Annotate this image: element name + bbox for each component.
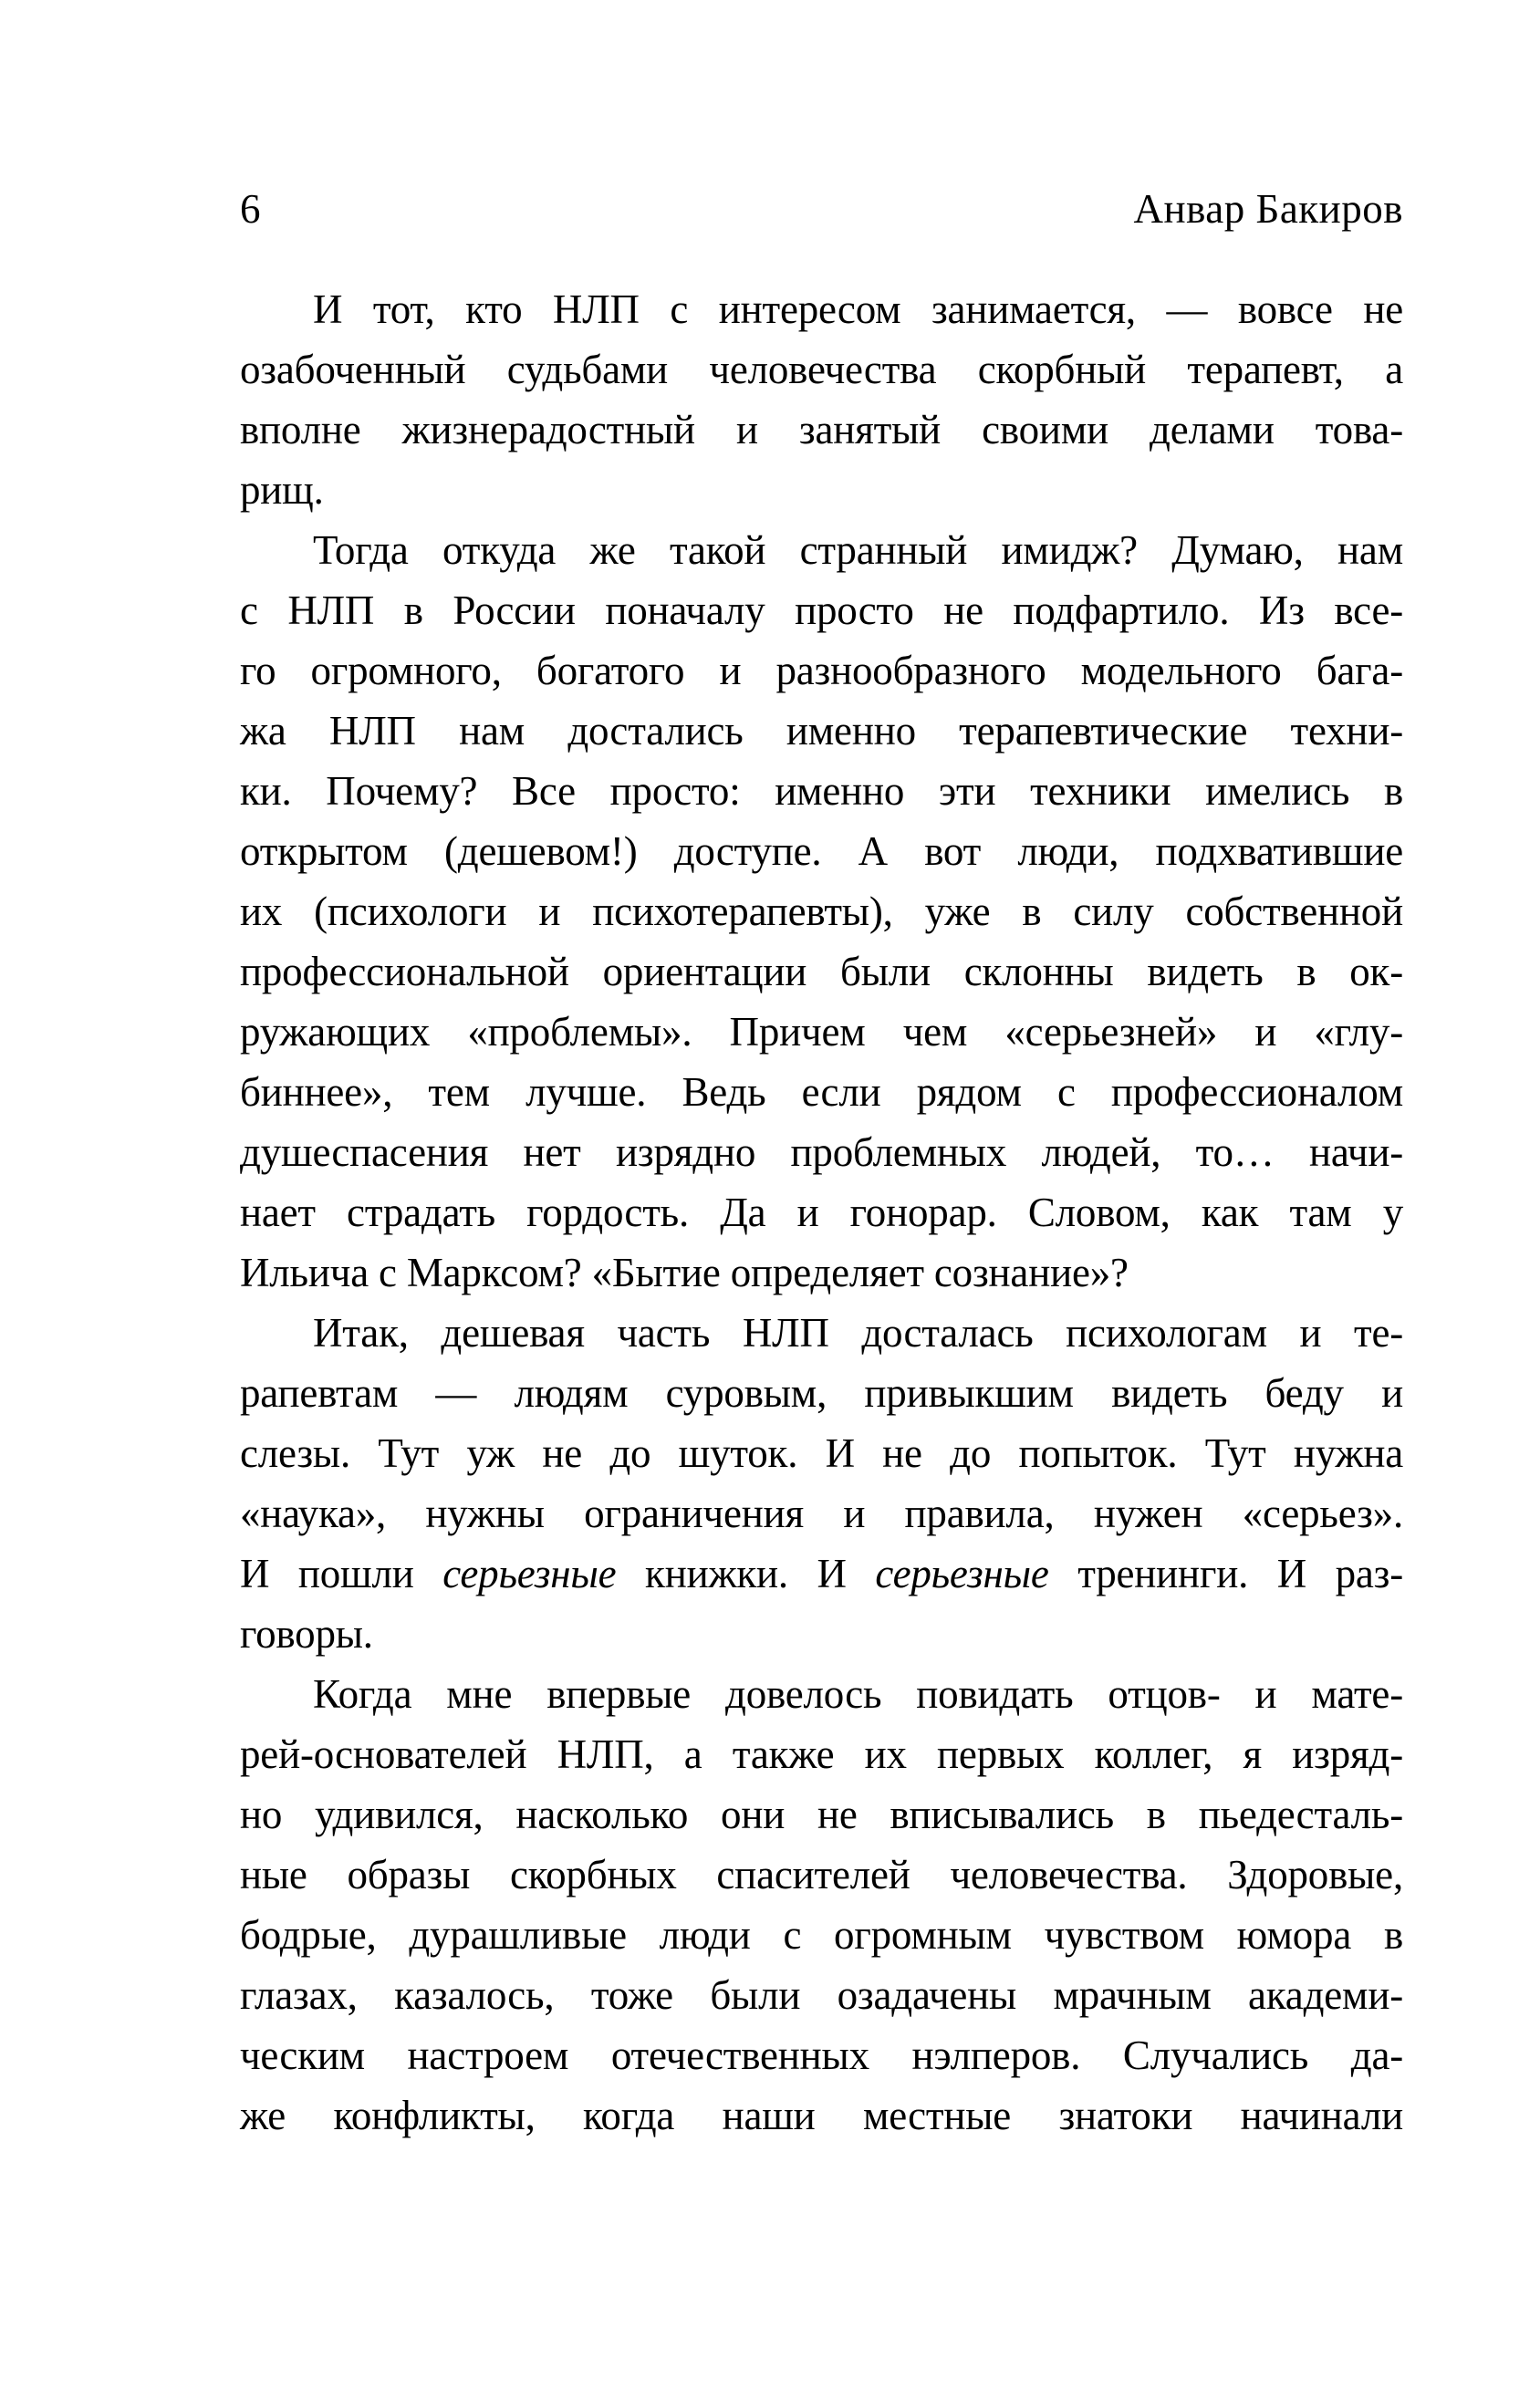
text-run: го огромного, богатого и разнообразного модельного бага-	[240, 648, 1403, 693]
text-run: жа НЛП нам достались именно терапевтические техни-	[240, 708, 1403, 754]
text-line	[240, 1002, 1403, 1062]
text-run: душеспасения нет изрядно проблемных людей, то… начи-	[240, 1129, 1403, 1175]
text-line	[240, 1182, 1403, 1242]
paragraph	[240, 279, 1403, 520]
text-run: вполне жизнерадостный и занятый своими делами това-	[240, 407, 1403, 452]
text-run: тренинги. И раз-	[1048, 1551, 1403, 1596]
text-run: ческим настроем отечественных нэлперов. Случались да-	[240, 2032, 1403, 2078]
text-run: говоры.	[240, 1611, 373, 1657]
italic-text-run: серьезные	[875, 1551, 1049, 1596]
text-run: Ильича с Марксом? «Бытие определяет сознание»?	[240, 1250, 1129, 1295]
text-line	[240, 279, 1403, 339]
text-line	[240, 460, 1403, 520]
text-line	[240, 1845, 1403, 1905]
text-run: бодрые, дурашливые люди с огромным чувством юмора в	[240, 1912, 1403, 1958]
text-run: биннее», тем лучше. Ведь если рядом с профессионалом	[240, 1069, 1403, 1115]
text-run: их (психологи и психотерапевты), уже в силу собственной	[240, 889, 1403, 934]
text-line	[240, 1544, 1403, 1604]
text-run: нает страдать гордость. Да и гонорар. Словом, как там у	[240, 1190, 1403, 1235]
text-line	[240, 761, 1403, 821]
running-head-author: Анвар Бакиров	[1133, 186, 1403, 232]
text-run: И пошли	[240, 1551, 443, 1596]
italic-text-run: серьезные	[442, 1551, 617, 1596]
text-run: рищ.	[240, 467, 324, 513]
text-run: ные образы скорбных спасителей человечества. Здоровые,	[240, 1852, 1403, 1897]
text-line	[240, 941, 1403, 1002]
text-line	[240, 400, 1403, 460]
text-run: ки. Почему? Все просто: именно эти техники имелись в	[240, 768, 1403, 814]
text-line	[240, 1122, 1403, 1182]
text-line	[240, 640, 1403, 701]
text-line	[240, 1062, 1403, 1122]
text-run: же конфликты, когда наши местные знатоки начинали	[240, 2093, 1403, 2138]
text-line	[240, 1363, 1403, 1423]
text-line	[240, 339, 1403, 400]
text-line	[240, 1784, 1403, 1845]
text-line	[240, 580, 1403, 640]
text-run: но удивился, насколько они не вписывались в пьедесталь-	[240, 1792, 1403, 1837]
text-run: книжки. И	[616, 1551, 876, 1596]
text-run: озабоченный судьбами человечества скорбный терапевт, а	[240, 347, 1403, 392]
text-run: рапевтам — людям суровым, привыкшим видеть беду и	[240, 1370, 1403, 1416]
text-line	[240, 2025, 1403, 2085]
text-line	[240, 2085, 1403, 2146]
text-run: Тогда откуда же такой странный имидж? Думаю, нам	[313, 527, 1403, 573]
text-line	[240, 821, 1403, 881]
paragraph	[240, 1664, 1403, 2146]
text-line	[240, 1965, 1403, 2025]
text-run: Итак, дешевая часть НЛП досталась психологам и те-	[313, 1310, 1403, 1356]
text-line	[240, 1303, 1403, 1363]
text-line	[240, 1423, 1403, 1483]
text-line	[240, 881, 1403, 941]
text-line	[240, 1483, 1403, 1544]
text-run: глазах, казалось, тоже были озадачены мрачным академи-	[240, 1972, 1403, 2018]
text-run: ружающих «проблемы». Причем чем «серьезней» и «глу-	[240, 1009, 1403, 1055]
text-line	[240, 1604, 1403, 1664]
text-run: Когда мне впервые довелось повидать отцов- и мате-	[313, 1671, 1403, 1717]
page-header	[240, 185, 1403, 233]
paragraph	[240, 1303, 1403, 1664]
text-line	[240, 1724, 1403, 1784]
text-run: открытом (дешевом!) доступе. А вот люди, подхватившие	[240, 828, 1403, 874]
page-body	[240, 279, 1403, 2146]
page-number: 6	[240, 186, 261, 232]
text-line	[240, 520, 1403, 580]
text-run: рей-основателей НЛП, а также их первых коллег, я изряд-	[240, 1731, 1403, 1777]
text-run: с НЛП в России поначалу просто не подфартило. Из все-	[240, 587, 1403, 633]
text-line	[240, 1664, 1403, 1724]
paragraph	[240, 520, 1403, 1303]
text-run: «наука», нужны ограничения и правила, нужен «серьез».	[240, 1491, 1403, 1536]
text-run: И тот, кто НЛП с интересом занимается, — вовсе не	[313, 286, 1403, 332]
text-run: слезы. Тут уж не до шуток. И не до попыток. Тут нужна	[240, 1430, 1403, 1476]
text-line	[240, 701, 1403, 761]
text-line	[240, 1905, 1403, 1965]
text-run: профессиональной ориентации были склонны видеть в ок-	[240, 949, 1403, 994]
text-line	[240, 1242, 1403, 1303]
